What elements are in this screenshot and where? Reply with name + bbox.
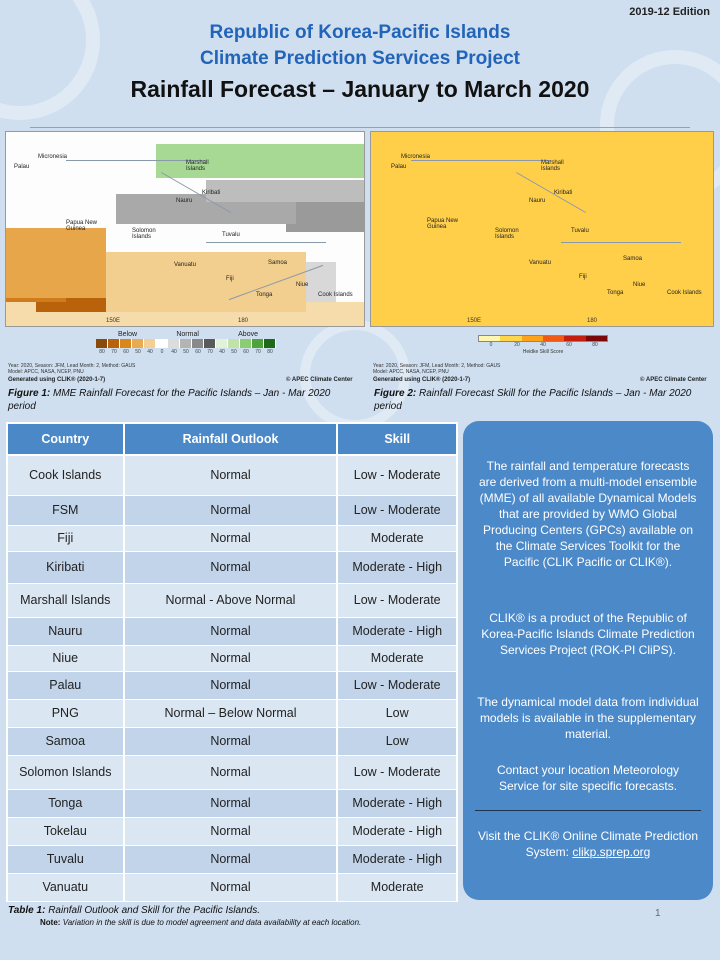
legend-below: Below xyxy=(118,331,138,338)
legend-tick: 70 xyxy=(207,349,213,355)
cell-outlook: Normal xyxy=(124,789,338,817)
cell-skill: Moderate - High xyxy=(337,789,457,817)
info-visit-text: Visit the CLIK® Online Climate Prediction System: xyxy=(477,829,699,859)
page-title: Rainfall Forecast – January to March 2020 xyxy=(130,76,590,102)
map-label-tuvalu: Tuvalu xyxy=(222,232,240,238)
cell-skill: Moderate xyxy=(337,645,457,671)
cell-outlook: Normal xyxy=(124,671,338,699)
cell-country: Tuvalu xyxy=(7,845,124,873)
legend-tick: 80 xyxy=(267,349,273,355)
cell-country: Marshall Islands xyxy=(7,583,124,617)
header-divider xyxy=(30,127,690,128)
title-line-2: Climate Prediction Services Project xyxy=(200,48,520,69)
cell-skill: Moderate xyxy=(337,525,457,551)
lon-label: 150E xyxy=(467,318,482,324)
cell-skill: Moderate - High xyxy=(337,817,457,845)
lon-label: 180 xyxy=(587,318,598,324)
map-line xyxy=(206,242,326,243)
table-row xyxy=(7,671,457,699)
figure1-caption xyxy=(8,387,358,413)
table-note xyxy=(40,918,361,927)
legend-swatch xyxy=(180,339,192,348)
legend-tick: 40 xyxy=(219,349,225,355)
table-header-row xyxy=(7,423,457,455)
table-caption-label: Table 1: xyxy=(8,905,46,916)
table-row xyxy=(7,495,457,525)
map-label-nauru: Nauru xyxy=(176,198,193,204)
map-label-tonga: Tonga xyxy=(256,292,273,298)
lon-label: 150E xyxy=(106,318,121,324)
map-label-png: Papua New Guinea xyxy=(427,218,459,230)
legend-swatch xyxy=(156,339,168,348)
skill-swatch xyxy=(522,336,543,341)
cell-skill: Moderate xyxy=(337,873,457,901)
legend-swatch xyxy=(252,339,264,348)
legend-swatch xyxy=(96,339,108,348)
figure2-label: Figure 2: xyxy=(374,388,417,399)
generated-note-2: Generated using CLIK® (2020-1-7) xyxy=(373,377,471,383)
map-line xyxy=(561,242,681,243)
legend-swatch xyxy=(204,339,216,348)
legend-tick: 60 xyxy=(243,349,249,355)
cell-skill: Low xyxy=(337,727,457,755)
map-line xyxy=(411,160,551,161)
rainfall-forecast-map xyxy=(5,131,365,327)
apec-credit-1: © APEC Climate Center xyxy=(286,377,353,383)
map-label-fiji: Fiji xyxy=(579,274,587,280)
meta-line: Year: 2020, Season: JFM, Lead Month: 2, Method: GAUS xyxy=(373,363,501,369)
header-rainfall-outlook: Rainfall Outlook xyxy=(124,423,338,455)
legend-swatch xyxy=(120,339,132,348)
legend-tick: 0 xyxy=(160,349,164,355)
cell-skill: Low xyxy=(337,699,457,727)
skill-tick: 40 xyxy=(540,342,546,348)
table-row xyxy=(7,789,457,817)
legend-swatch xyxy=(264,339,276,348)
info-panel xyxy=(463,421,713,900)
map-label-marshall: Marshall Islands xyxy=(541,160,564,172)
figure2-text: Rainfall Forecast Skill for the Pacific Islands – Jan - Mar 2020 period xyxy=(374,388,692,412)
legend-swatch xyxy=(108,339,120,348)
legend-color-bar xyxy=(96,339,276,348)
map-label-micronesia: Micronesia xyxy=(401,154,431,160)
legend-swatch xyxy=(144,339,156,348)
table-row xyxy=(7,583,457,617)
table-caption xyxy=(8,905,260,916)
skill-legend xyxy=(478,335,608,355)
map-label-fiji: Fiji xyxy=(226,276,234,282)
skill-color-bar xyxy=(478,335,608,342)
cell-country: Palau xyxy=(7,671,124,699)
table-row xyxy=(7,525,457,551)
legend-tick: 50 xyxy=(183,349,189,355)
legend-swatch xyxy=(216,339,228,348)
legend-tick: 80 xyxy=(99,349,105,355)
forecast-skill-map xyxy=(370,131,714,327)
cell-country: Solomon Islands xyxy=(7,755,124,789)
cell-skill: Low - Moderate xyxy=(337,755,457,789)
legend-swatch xyxy=(240,339,252,348)
map-label-cook: Cook Islands xyxy=(667,290,702,296)
legend-swatch xyxy=(192,339,204,348)
lon-label: 180 xyxy=(238,318,249,324)
cell-country: Vanuatu xyxy=(7,873,124,901)
map-label-solomon: Solomon Islands xyxy=(495,228,519,240)
cell-country: Cook Islands xyxy=(7,455,124,495)
figure2-caption xyxy=(374,387,718,413)
map-line xyxy=(66,160,206,161)
skill-tick: 0 xyxy=(489,342,493,348)
background-swirl xyxy=(300,320,410,430)
cell-outlook: Normal xyxy=(124,455,338,495)
cell-country: PNG xyxy=(7,699,124,727)
table-row xyxy=(7,845,457,873)
legend-tick: 50 xyxy=(231,349,237,355)
legend-tick: 60 xyxy=(195,349,201,355)
cell-outlook: Normal – Below Normal xyxy=(124,699,338,727)
forecast-legend xyxy=(96,331,276,355)
cell-outlook: Normal xyxy=(124,495,338,525)
cell-outlook: Normal - Above Normal xyxy=(124,583,338,617)
table-row xyxy=(7,645,457,671)
cell-outlook: Normal xyxy=(124,873,338,901)
skill-legend-ticks xyxy=(478,342,608,348)
legend-above: Above xyxy=(238,331,258,338)
cell-outlook: Normal xyxy=(124,755,338,789)
map-label-marshall: Marshall Islands xyxy=(186,160,209,172)
table-row xyxy=(7,873,457,901)
cell-country: Kiribati xyxy=(7,551,124,583)
skill-swatch xyxy=(543,336,564,341)
legend-swatch xyxy=(132,339,144,348)
skill-swatch xyxy=(479,336,500,341)
legend-tick: 40 xyxy=(147,349,153,355)
rainfall-outlook-table xyxy=(6,422,458,902)
map-label-niue: Niue xyxy=(296,282,309,288)
cell-country: Tonga xyxy=(7,789,124,817)
skill-tick: 80 xyxy=(592,342,598,348)
map-label-samoa: Samoa xyxy=(268,260,288,266)
map-label-samoa: Samoa xyxy=(623,256,643,262)
info-paragraph-1: The rainfall and temperature forecasts are derived from a multi-model ensemble (MME) of all available Dynamical Models that are provided by WMO Global Producing Centers (GPCs) available on the Climate Services Toolkit for the Pacific (CLIK Pacific or CLIK®). xyxy=(478,459,698,569)
cell-outlook: Normal xyxy=(124,727,338,755)
apec-credit-2: © APEC Climate Center xyxy=(640,377,707,383)
legend-normal: Normal xyxy=(176,331,199,338)
map1-metadata xyxy=(8,363,135,375)
map-label-micronesia: Micronesia xyxy=(38,154,68,160)
cell-country: Fiji xyxy=(7,525,124,551)
skill-tick: 20 xyxy=(514,342,520,348)
header-skill: Skill xyxy=(337,423,457,455)
cell-country: Tokelau xyxy=(7,817,124,845)
legend-swatch xyxy=(168,339,180,348)
table-caption-text: Rainfall Outlook and Skill for the Pacific Islands. xyxy=(48,905,260,916)
cell-skill: Low - Moderate xyxy=(337,671,457,699)
meta-line: Year: 2020, Season: JFM, Lead Month: 2, Method: GAUS xyxy=(8,363,136,369)
map-label-vanuatu: Vanuatu xyxy=(174,262,196,268)
table-row xyxy=(7,455,457,495)
cell-country: Niue xyxy=(7,645,124,671)
map-label-tuvalu: Tuvalu xyxy=(571,228,589,234)
cell-skill: Low - Moderate xyxy=(337,583,457,617)
info-paragraph-2: CLIK® is a product of the Republic of Korea-Pacific Islands Climate Prediction Services Project (ROK-PI CliPS). xyxy=(481,611,695,657)
skill-swatch xyxy=(500,336,521,341)
generated-note-1: Generated using CLIK® (2020-1-7) xyxy=(8,377,106,383)
map-label-tonga: Tonga xyxy=(607,290,624,296)
map-label-palau: Palau xyxy=(391,164,407,170)
table-note-text: Variation in the skill is due to model agreement and data availability at each location. xyxy=(62,918,362,927)
table-row xyxy=(7,817,457,845)
info-divider xyxy=(475,810,701,811)
skill-legend-caption: Heidke Skill Score xyxy=(522,349,564,355)
map-label-palau: Palau xyxy=(14,164,30,170)
map-shading xyxy=(206,180,365,202)
edition-label: 2019-12 Edition xyxy=(629,6,710,18)
map-label-kiribati: Kiribati xyxy=(202,190,221,196)
info-paragraph-3: The dynamical model data from individual models is available in the supplementary material. xyxy=(477,695,699,741)
cell-skill: Moderate - High xyxy=(337,845,457,873)
title-line-1: Republic of Korea-Pacific Islands xyxy=(209,22,511,43)
map-label-nauru: Nauru xyxy=(529,198,546,204)
legend-tick: 40 xyxy=(171,349,177,355)
map2-metadata xyxy=(373,363,500,375)
cell-outlook: Normal xyxy=(124,617,338,645)
skill-swatch xyxy=(586,336,607,341)
clikp-link[interactable]: clikp.sprep.org xyxy=(572,845,651,859)
info-paragraph-5 xyxy=(477,828,699,860)
cell-skill: Low - Moderate xyxy=(337,455,457,495)
figure1-text: MME Rainfall Forecast for the Pacific Islands – Jan - Mar 2020 period xyxy=(8,388,331,412)
map-label-png: Papua New Guinea xyxy=(66,220,98,232)
info-paragraph-4: Contact your location Meteorology Service for site specific forecasts. xyxy=(496,763,680,793)
table-row xyxy=(7,617,457,645)
legend-tick: 70 xyxy=(255,349,261,355)
cell-country: Samoa xyxy=(7,727,124,755)
table-row xyxy=(7,755,457,789)
skill-tick: 60 xyxy=(566,342,572,348)
table-row xyxy=(7,727,457,755)
cell-skill: Moderate - High xyxy=(337,617,457,645)
map-label-vanuatu: Vanuatu xyxy=(529,260,551,266)
cell-country: FSM xyxy=(7,495,124,525)
cell-outlook: Normal xyxy=(124,551,338,583)
map-label-niue: Niue xyxy=(633,282,646,288)
cell-outlook: Normal xyxy=(124,817,338,845)
figure1-label: Figure 1: xyxy=(8,388,51,399)
page-number: 1 xyxy=(655,908,661,919)
cell-country: Nauru xyxy=(7,617,124,645)
legend-swatch xyxy=(228,339,240,348)
legend-ticks xyxy=(96,349,276,355)
legend-tick: 60 xyxy=(123,349,129,355)
table-row xyxy=(7,551,457,583)
legend-tick: 70 xyxy=(111,349,117,355)
map-label-cook: Cook Islands xyxy=(318,292,353,298)
table-row xyxy=(7,699,457,727)
header-country: Country xyxy=(7,423,124,455)
cell-outlook: Normal xyxy=(124,845,338,873)
cell-outlook: Normal xyxy=(124,645,338,671)
meta-line: Model: APCC, NASA, NCEP, PNU xyxy=(373,369,449,375)
skill-swatch xyxy=(564,336,585,341)
cell-outlook: Normal xyxy=(124,525,338,551)
legend-tick: 50 xyxy=(135,349,141,355)
cell-skill: Moderate - High xyxy=(337,551,457,583)
map-shading xyxy=(6,228,106,298)
map-label-kiribati: Kiribati xyxy=(554,190,573,196)
cell-skill: Low - Moderate xyxy=(337,495,457,525)
table-note-label: Note: xyxy=(40,918,61,927)
map-label-solomon: Solomon Islands xyxy=(132,228,156,240)
meta-line: Model: APCC, NASA, NCEP, PNU xyxy=(8,369,84,375)
